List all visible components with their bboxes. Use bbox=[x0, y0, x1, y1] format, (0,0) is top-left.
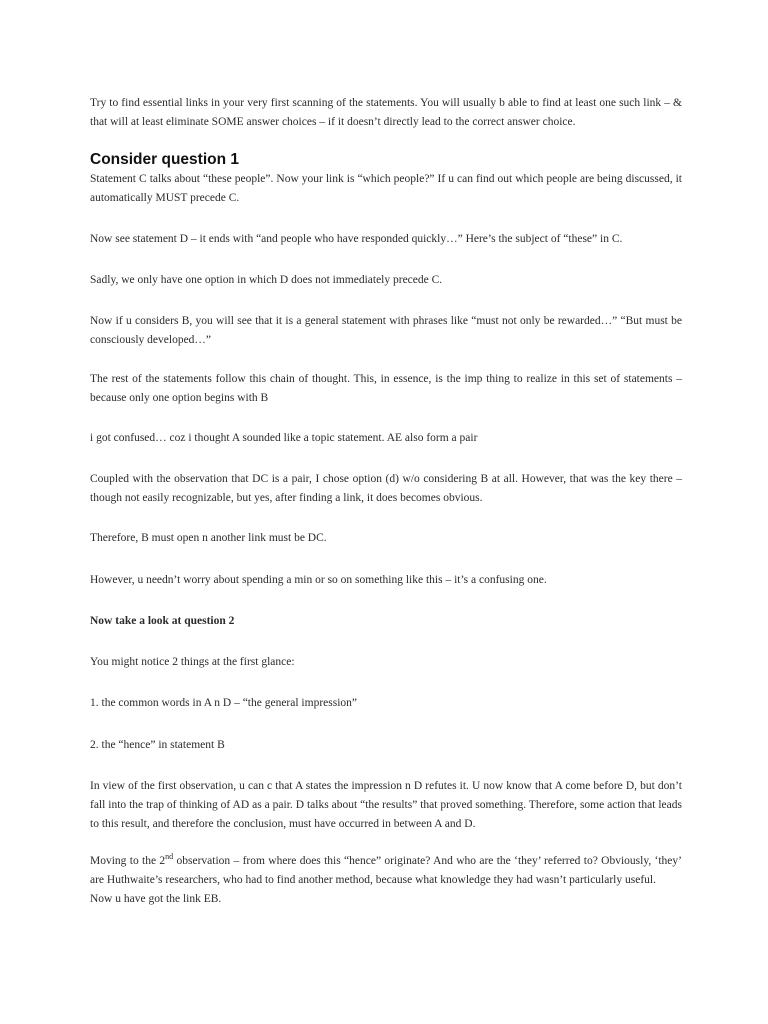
q1-paragraph-7: Coupled with the observation that DC is a pair, I chose option (d) w/o considering B at all. However, that was the key there – though not easily recognizable, but yes, after finding a link, it does becomes obvious. bbox=[90, 473, 682, 504]
q2-paragraph-5-start: Moving to the 2 bbox=[90, 855, 166, 867]
q2-paragraph-1: You might notice 2 things at the first glance: bbox=[90, 656, 295, 668]
question-1-heading: Consider question 1 bbox=[90, 151, 239, 168]
question-2-heading: Now take a look at question 2 bbox=[90, 615, 235, 627]
q2-paragraph-4: In view of the first observation, u can c that A states the impression n D refutes it. U now know that A come before D, but don’t fall into the trap of thinking of AD as a pair. D talks about “the results” that proved something. Therefore, some action that leads to this result, and therefore the conclusion, must have occurred in between A and D. bbox=[90, 780, 682, 830]
q1-paragraph-9: However, u needn’t worry about spending a min or so on something like this – it’s a confusing one. bbox=[90, 574, 547, 586]
q2-paragraph-3: 2. the “hence” in statement B bbox=[90, 739, 225, 751]
ordinal-superscript: nd bbox=[165, 852, 174, 862]
q1-paragraph-1: Statement C talks about “these people”. Now your link is “which people?” If u can find out which people are being discussed, it automatically MUST precede C. bbox=[90, 173, 682, 204]
q2-paragraph-5 bbox=[90, 852, 682, 890]
q1-paragraph-2: Now see statement D – it ends with “and people who have responded quickly…” Here’s the subject of “these” in C. bbox=[90, 233, 623, 245]
intro-paragraph: Try to find essential links in your very first scanning of the statements. You will usually b able to find at least one such link – & that will at least eliminate SOME answer choices – if it doesn’t directly lead to the correct answer choice. bbox=[90, 97, 682, 128]
q1-paragraph-8: Therefore, B must open n another link must be DC. bbox=[90, 532, 327, 544]
q1-paragraph-6: i got confused… coz i thought A sounded like a topic statement. AE also form a pair bbox=[90, 432, 478, 444]
q2-paragraph-2: 1. the common words in A n D – “the general impression” bbox=[90, 697, 358, 709]
q1-paragraph-5: The rest of the statements follow this chain of thought. This, in essence, is the imp thing to realize in this set of statements – because only one option begins with B bbox=[90, 373, 682, 404]
q1-paragraph-3: Sadly, we only have one option in which D does not immediately precede C. bbox=[90, 274, 443, 286]
q1-paragraph-4: Now if u considers B, you will see that it is a general statement with phrases like “must not only be rewarded…” “But must be consciously developed…” bbox=[90, 315, 682, 346]
q2-paragraph-5-rest: observation – from where does this “hence” originate? And who are the ‘they’ referred to? Obviously, ‘they’ are Huthwaite’s researchers, who had to find another method, because what knowledge they had wasn’t particularly useful. bbox=[90, 855, 682, 886]
q2-paragraph-6: Now u have got the link EB. bbox=[90, 893, 222, 905]
